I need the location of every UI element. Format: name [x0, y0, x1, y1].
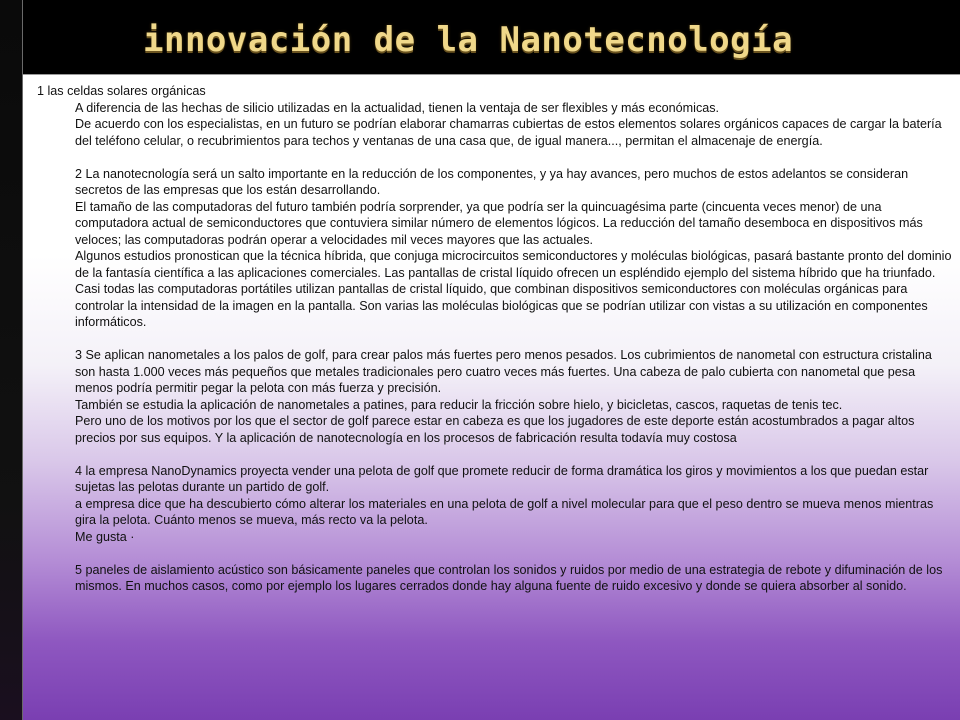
content-panel	[23, 74, 960, 720]
section-1-heading: 1 las celdas solares orgánicas	[37, 84, 206, 98]
paragraph-spacer	[75, 545, 953, 562]
section-1-line-2: De acuerdo con los especialistas, en un futuro se podrían elaborar chamarras cubiertas de estos elementos solares orgánicos capaces de cargar la batería del teléfono celular, o recubrimientos para techos y ventanas de una casa que, de igual manera..., permitan el almacenaje de energía.	[75, 117, 942, 148]
paragraph-spacer	[75, 149, 953, 166]
section-4-line-3: Me gusta ·	[75, 529, 135, 544]
section-3-line-1: 3 Se aplican nanometales a los palos de golf, para crear palos más fuertes pero menos pesados. Los cubrimientos de nanometal con estructura cristalina son hasta 1.000 veces más pequeños que metales tradicionales pero cuatro veces más fuertes. Una cabeza de palo cubierta con nanometal que pesa menos podría permitir pegar la pelota con más fuerza y precisión.	[75, 348, 932, 395]
section-1-body	[37, 100, 953, 595]
section-3-line-3: Pero uno de los motivos por los que el sector de golf parece estar en cabeza es que los jugadores de este deporte están acostumbrados a pagar altos precios por sus equipos. Y la aplicación de nanotecnología en los procesos de fabricación resulta todavía muy costosa	[75, 414, 915, 445]
section-4-line-1: 4 la empresa NanoDynamics proyecta vender una pelota de golf que promete reducir de forma dramática los giros y movimientos a los que puedan estar sujetas las pelotas durante un partido de golf.	[75, 463, 929, 494]
body-text	[37, 83, 953, 595]
slide-left-border	[0, 0, 22, 720]
section-2-line-2: El tamaño de las computadoras del futuro también podría sorprender, ya que podría ser la quincuagésima parte (cincuenta veces menor) de una computadora actual de semiconductores que contuviera similar número de elementos lógicos. La reducción del tamaño desemboca en dispositivos más veloces; las computadoras podrán operar a velocidades mil veces mayores que las actuales.	[75, 199, 923, 247]
section-2-line-3: Algunos estudios pronostican que la técnica híbrida, que conjuga microcircuitos semiconductores y moléculas biológicas, pasará bastante pronto del dominio de la fantasía científica a las aplicaciones comerciales. Las pantallas de cristal líquido ofrecen un espléndido ejemplo del sistema híbrido que ha triunfado. Casi todas las computadoras portátiles utilizan pantallas de cristal líquido, que combinan dispositivos semiconductores con moléculas orgánicas para controlar la intensidad de la imagen en la pantalla. Son varias las moléculas biológicas que se podrían utilizar con vistas a su utilización en componentes informáticos.	[75, 249, 952, 329]
title-bar	[23, 0, 960, 74]
section-4-line-2: a empresa dice que ha descubierto cómo alterar los materiales en una pelota de golf a nivel molecular para que el peso dentro se mueva menos mientras gira la pelota. Cuánto menos se mueva, más recto va la pelota.	[75, 496, 934, 527]
section-1-line-1: A diferencia de las hechas de silicio utilizadas en la actualidad, tienen la ventaja de ser flexibles y más económicas.	[75, 100, 720, 115]
paragraph-spacer	[75, 446, 953, 463]
paragraph-spacer	[75, 331, 953, 348]
slide-title: innovación de la Nanotecnología	[143, 20, 794, 60]
section-3-line-2: También se estudia la aplicación de nanometales a patines, para reducir la fricción sobre hielo, y bicicletas, cascos, raquetas de tenis tec.	[75, 397, 843, 412]
section-5-line-1: 5 paneles de aislamiento acústico son básicamente paneles que controlan los sonidos y ruidos por medio de una estrategia de rebote y difuminación de los mismos. En muchos casos, como por ejemplo los lugares cerrados donde hay alguna fuente de ruido excesivo y donde se quiera absorber al sonido.	[75, 562, 943, 593]
section-2-line-1: 2 La nanotecnología será un salto importante en la reducción de los componentes, y ya hay avances, pero muchos de estos adelantos se consideran secretos de las empresas que los están desarrollando.	[75, 166, 909, 197]
